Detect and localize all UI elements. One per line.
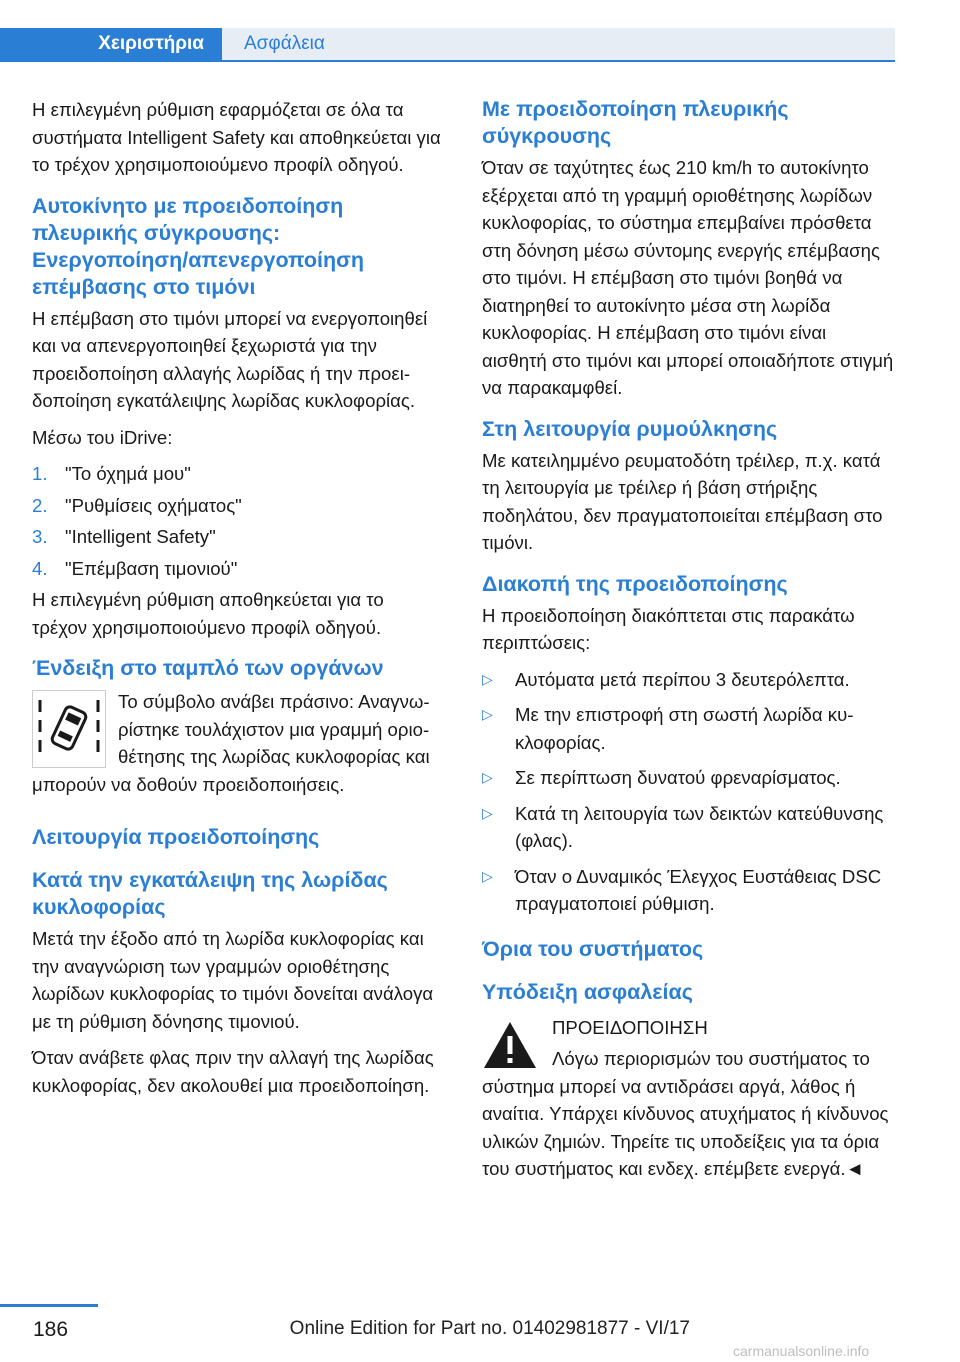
triangle-bullet-icon: ▷ bbox=[482, 867, 493, 884]
left-column bbox=[32, 96, 442, 1108]
trailer-paragraph: Με κατειλημμένο ρευματοδότη τρέιλερ, π.χ. κατά τη λειτουργία με τρέιλερ ή βάση στήριξης ποδηλάτου, δεν πραγματοποιείται επέμβαση στο τιμόνι. bbox=[482, 449, 883, 553]
step-text: "Ρυθμίσεις οχήματος" bbox=[65, 494, 242, 516]
list-item bbox=[32, 555, 442, 583]
step-number: 2. bbox=[32, 494, 48, 516]
bullet-text: Με την επιστροφή στη σωστή λωρίδα κυκλοφορίας. bbox=[515, 704, 854, 753]
right-column bbox=[482, 96, 894, 1192]
idrive-steps bbox=[32, 460, 442, 582]
side-collision-paragraph: Όταν σε ταχύτητες έως 210 km/h το αυτοκίνητο εξέρχεται από τη γραμμή οριοθέτησης λωρίδων κυκλοφορίας, το σύστημα επεμβαίνει πρόσθετα στη δόνηση μέσω σύντομης ενεργής επέμβασης στο τιμόνι. Η επέμβαση στο τιμόνι βοηθά να διατηρηθεί το αυτοκίνητο μέσα στη λωρίδα κυκλοφορίας. Η επέμβαση στο τιμόνι είναι αισθητή στο τιμόνι και μπορεί οποιαδήποτε στιγμή να παρακαμφθεί. bbox=[482, 157, 894, 398]
interruption-paragraph: Η προειδοποίηση διακόπτεται στις παρακάτω περιπτώσεις: bbox=[482, 604, 855, 653]
triangle-bullet-icon: ▷ bbox=[482, 804, 493, 821]
indicator-block bbox=[32, 688, 442, 798]
activation-paragraph: Η επέμβαση στο τιμόνι μπορεί να ενεργοποιηθεί και να απενεργοποιηθεί ξεχωριστά για την προειδοποίηση αλλαγής λωρίδας ή την προειδοποίηση εγκατάλειψης λωρίδας κυκλοφορίας. bbox=[32, 307, 428, 411]
list-item bbox=[32, 492, 442, 520]
list-item bbox=[482, 666, 894, 694]
interruption-list bbox=[482, 666, 894, 918]
warning-triangle-icon bbox=[482, 1020, 538, 1070]
heading-interruption: Διακοπή της προειδοποίησης bbox=[482, 571, 788, 596]
heading-leaving-lane: Κατά την εγκατάλειψη της λωρίδας κυκλοφορίας bbox=[32, 868, 388, 919]
heading-safety-note: Υπόδειξη ασφαλείας bbox=[482, 979, 693, 1004]
heading-warning-function: Λειτουργία προειδοποίησης bbox=[32, 825, 320, 849]
leaving-paragraph-2: Όταν ανάβετε φλας πριν την αλλαγή της λωρίδας κυκλοφορίας, δεν ακολουθεί μια προειδοποίηση. bbox=[32, 1047, 434, 1096]
footer-accent-line bbox=[0, 1304, 98, 1307]
intro-paragraph: Η επιλεγμένη ρύθμιση εφαρμόζεται σε όλα τα συστήματα Intelligent Safety και αποθηκεύεται για το τρέχον χρησιμοποιούμενο προφίλ οδηγού. bbox=[32, 99, 441, 175]
triangle-bullet-icon: ▷ bbox=[482, 670, 493, 687]
heading-side-collision: Με προειδοποίηση πλευρικής σύγκρουσης bbox=[482, 97, 789, 148]
bullet-text: Όταν ο Δυναμικός Έλεγχος Ευστάθειας DSC πραγματοποιεί ρύθμιση. bbox=[515, 865, 882, 914]
header-tabbar bbox=[0, 28, 895, 62]
triangle-bullet-icon: ▷ bbox=[482, 769, 493, 785]
step-text: "Επέμβαση τιμονιού" bbox=[65, 557, 238, 579]
lane-departure-indicator-icon bbox=[32, 690, 106, 768]
watermark: carmanualsonline.info bbox=[733, 1343, 870, 1359]
list-item bbox=[32, 523, 442, 551]
heading-steering-intervention: Αυτοκίνητο με προειδοποίηση πλευρικής σύγκρουσης: Ενεργοποίηση/απενεργοποίηση επέμβασης στο τιμόνι bbox=[32, 193, 364, 299]
heading-system-limits: Όρια του συστήματος bbox=[482, 936, 704, 961]
step-text: "Intelligent Safety" bbox=[65, 526, 216, 547]
page-number: 186 bbox=[33, 1318, 69, 1341]
warning-text: Λόγω περιορισμών του συστήματος το σύστημα μπορεί να αντιδράσει αργά, λάθος ή αναίτια. Υπάρχει κίνδυνος ατυχήματος ή κίνδυνος υλικών ζημιών. Τηρείτε τις υποδείξεις για τα όρια του συστήματος και ενδεχ. επέμβετε ενεργά.◄ bbox=[482, 1048, 889, 1179]
bullet-text: Σε περίπτωση δυνατού φρεναρίσματος. bbox=[515, 767, 841, 788]
leaving-paragraph-1: Μετά την έξοδο από τη λωρίδα κυκλοφορίας και την αναγνώριση των γραμμών οριοθέτησης λωρίδων κυκλοφορίας το τιμόνι δονείται ανάλογα με τη ρύθμιση δόνησης τιμονιού. bbox=[32, 928, 434, 1032]
triangle-bullet-icon: ▷ bbox=[482, 706, 493, 722]
list-item bbox=[482, 800, 894, 855]
list-item bbox=[482, 701, 894, 756]
saved-paragraph: Η επιλεγμένη ρύθμιση αποθηκεύεται για το τρέχον χρησιμοποιούμενο προφίλ οδηγού. bbox=[32, 589, 384, 638]
indicator-paragraph: Το σύμβολο ανάβει πράσινο: Αναγνωρίστηκε τουλάχιστον μια γραμμή οριοθέτησης της λωρίδας κυκλοφορίας και μπορούν να δοθούν προειδοποιήσεις. bbox=[32, 691, 430, 795]
idrive-paragraph: Μέσω του iDrive: bbox=[32, 426, 173, 448]
step-number: 4. bbox=[32, 557, 48, 579]
list-item bbox=[482, 863, 894, 918]
heading-trailer-mode: Στη λειτουργία ρυμούλκησης bbox=[482, 416, 778, 441]
tab-safety[interactable]: Ασφάλεια bbox=[244, 33, 325, 54]
edition-note: Online Edition for Part no. 01402981877 - VI/17 bbox=[289, 1318, 690, 1339]
warning-title: ΠΡΟΕΙΔΟΠΟΙΗΣΗ bbox=[552, 1016, 708, 1038]
step-number: 3. bbox=[32, 526, 48, 547]
bullet-text: Κατά τη λειτουργία των δεικτών κατεύθυνσης (φλας). bbox=[515, 802, 884, 851]
heading-indicator: Ένδειξη στο ταμπλό των οργάνων bbox=[32, 656, 384, 680]
warning-block bbox=[482, 1014, 894, 1183]
bullet-text: Αυτόματα μετά περίπου 3 δευτερόλεπτα. bbox=[515, 668, 850, 690]
tab-controls[interactable]: Χειριστήρια bbox=[0, 28, 222, 60]
step-text: "Το όχημά μου" bbox=[65, 463, 191, 484]
list-item bbox=[32, 460, 442, 488]
list-item bbox=[482, 764, 894, 792]
step-number: 1. bbox=[32, 463, 48, 484]
